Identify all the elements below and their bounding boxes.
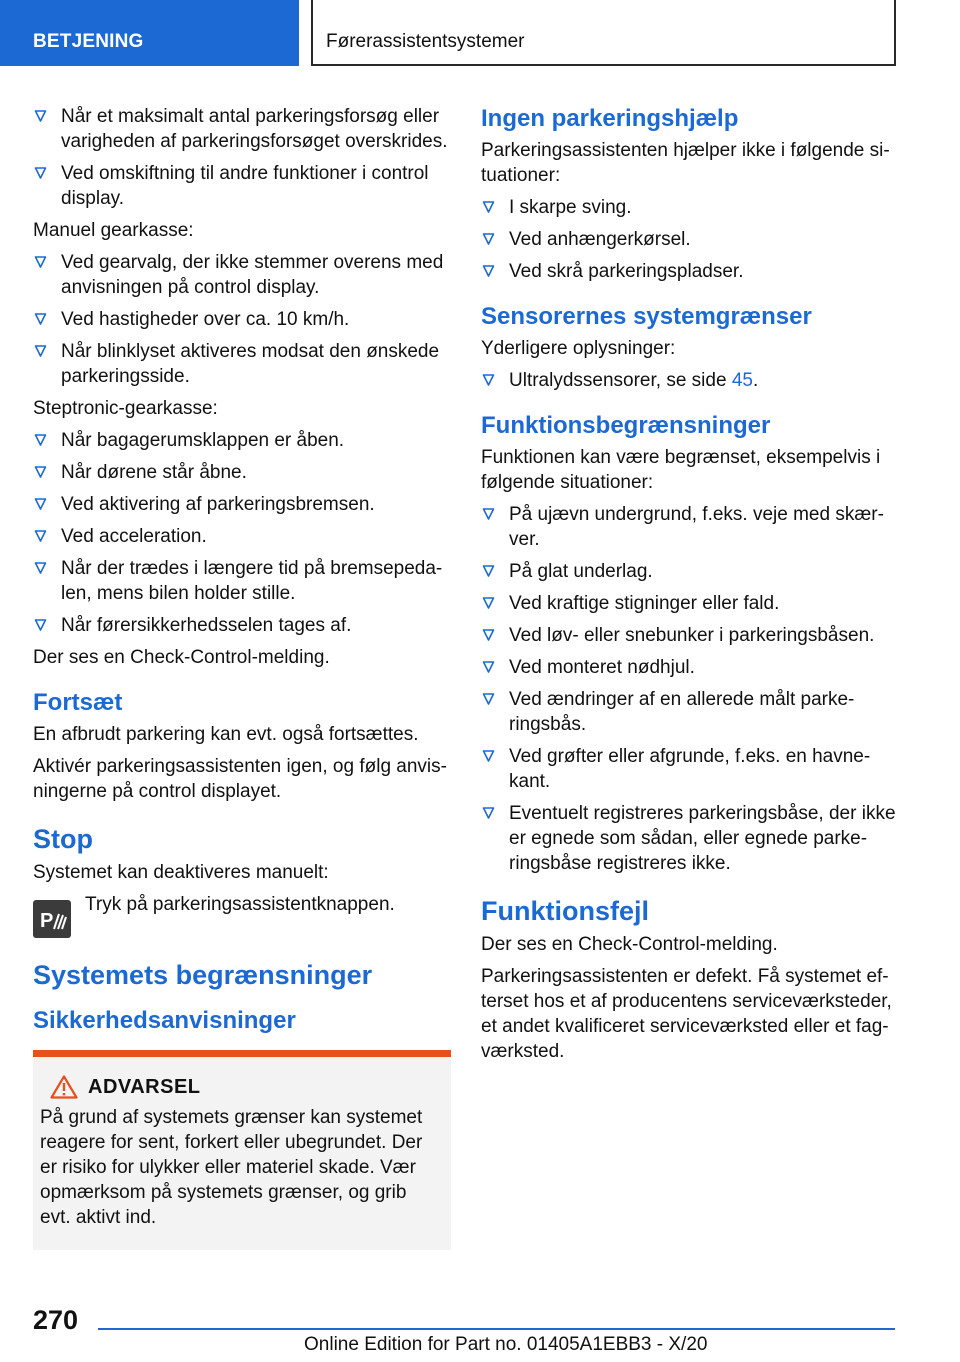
sensor-paragraph: Yderligere oplysninger: <box>481 338 676 359</box>
park-assist-button-icon <box>33 900 71 938</box>
heading-no-parking-help: Ingen parkeringshjælp <box>481 105 739 132</box>
list-item: Ved skrå parkeringspladser. <box>481 259 899 284</box>
heading-malfunction: Funktionsfejl <box>481 896 649 926</box>
list-item: Når der trædes i længere tid på bremsepedalen, mens bilen holder stille. <box>33 556 451 606</box>
list-item: Ved kraftige stigninger eller fald. <box>481 591 899 616</box>
list-item: Ved acceleration. <box>33 524 451 549</box>
page-footer <box>0 1290 960 1362</box>
triangle-bullet-icon <box>482 692 495 706</box>
triangle-bullet-icon <box>34 344 47 358</box>
triangle-bullet-icon <box>482 200 495 214</box>
list-item: Ved gearvalg, der ikke stemmer overens med anvisningen på control display. <box>33 250 451 300</box>
triangle-bullet-icon <box>34 433 47 447</box>
list-item: Ved monteret nødhjul. <box>481 655 899 680</box>
triangle-bullet-icon <box>34 561 47 575</box>
warning-header <box>40 1075 425 1099</box>
list-item: Ved ændringer af en allerede målt parkeringsbås. <box>481 687 899 737</box>
list-item: Når bagagerumsklappen er åben. <box>33 428 451 453</box>
bullet-list-intro <box>33 104 451 211</box>
heading-fortsaet: Fortsæt <box>33 689 123 716</box>
left-column <box>33 104 451 1250</box>
triangle-bullet-icon <box>482 232 495 246</box>
list-item: Ved omskiftning til andre funktioner i control display. <box>33 161 451 211</box>
malfunction-paragraph-2: Parkeringsassistenten er defekt. Få systemet efterset hos et af producentens serviceværksteder, et andet kvalificeret serviceværksted eller et fagværksted. <box>481 966 892 1062</box>
bullet-list-manual <box>33 250 451 389</box>
function-limits-paragraph: Funktionen kan være begrænset, eksempelvis i følgende situationer: <box>481 447 881 493</box>
list-item: Ved hastigheder over ca. 10 km/h. <box>33 307 451 332</box>
warning-box <box>33 1050 451 1250</box>
edition-text: Online Edition for Part no. 01405A1EBB3 - X/20 <box>304 1334 708 1355</box>
triangle-bullet-icon <box>482 264 495 278</box>
bullet-list-no-help <box>481 195 899 284</box>
list-item: Når et maksimalt antal parkeringsforsøg eller varigheden af parkeringsforsøget overskrides. <box>33 104 451 154</box>
list-item: Ved aktivering af parkeringsbremsen. <box>33 492 451 517</box>
fortsaet-paragraph-2: Aktivér parkeringsassistenten igen, og følg anvisningerne på control displayet. <box>33 756 447 802</box>
triangle-bullet-icon <box>34 166 47 180</box>
triangle-bullet-icon <box>34 497 47 511</box>
no-help-paragraph: Parkeringsassistenten hjælper ikke i følgende situationer: <box>481 140 890 186</box>
heading-stop: Stop <box>33 824 93 854</box>
check-control-message: Der ses en Check-Control-melding. <box>33 647 330 668</box>
page-number: 270 <box>33 1305 79 1335</box>
list-item: På glat underlag. <box>481 559 899 584</box>
heading-system-limits: Systemets begrænsninger <box>33 960 373 990</box>
chapter-title[interactable]: Førerassistentsystemer <box>311 0 896 66</box>
triangle-bullet-icon <box>34 312 47 326</box>
heading-sensor-limits: Sensorernes systemgrænser <box>481 303 812 330</box>
triangle-bullet-icon <box>482 596 495 610</box>
triangle-bullet-icon <box>34 618 47 632</box>
triangle-bullet-icon <box>482 806 495 820</box>
list-item: Ved løv- eller snebunker i parkeringsbåsen. <box>481 623 899 648</box>
malfunction-paragraph-1: Der ses en Check-Control-melding. <box>481 934 778 955</box>
warning-triangle-icon <box>50 1075 78 1099</box>
footer-divider <box>98 1328 895 1330</box>
triangle-bullet-icon <box>482 564 495 578</box>
triangle-bullet-icon <box>34 255 47 269</box>
list-item: Når dørene står åbne. <box>33 460 451 485</box>
bullet-list-steptronic <box>33 428 451 638</box>
stop-paragraph: Systemet kan deaktiveres manuelt: <box>33 862 329 883</box>
triangle-bullet-icon <box>34 465 47 479</box>
list-item: Når førersikkerhedsselen tages af. <box>33 613 451 638</box>
page-header <box>0 0 960 66</box>
section-tab[interactable]: BETJENING <box>0 0 299 66</box>
steptronic-label: Steptronic-gearkasse: <box>33 398 218 419</box>
triangle-bullet-icon <box>482 628 495 642</box>
triangle-bullet-icon <box>482 660 495 674</box>
warning-text: På grund af systemets grænser kan systemet reagere for sent, forkert eller ubegrundet. Der er risiko for ulykker eller materiel skade. Vær opmærksom på systemets grænser, og grib evt. aktivt ind. <box>40 1107 423 1228</box>
manual-gearbox-label: Manuel gearkasse: <box>33 220 194 241</box>
triangle-bullet-icon <box>34 109 47 123</box>
bullet-list-function-limits <box>481 502 899 876</box>
park-assist-button-instruction <box>33 892 451 940</box>
fortsaet-paragraph-1: En afbrudt parkering kan evt. også fortsættes. <box>33 724 419 745</box>
bullet-list-sensor <box>481 368 899 393</box>
list-item: Ved grøfter eller afgrunde, f.eks. en havnekant. <box>481 744 899 794</box>
warning-title: ADVARSEL <box>88 1075 201 1098</box>
triangle-bullet-icon <box>482 507 495 521</box>
heading-safety: Sikkerhedsanvisninger <box>33 1007 296 1034</box>
list-item: Ved anhængerkørsel. <box>481 227 899 252</box>
triangle-bullet-icon <box>482 749 495 763</box>
svg-text:P: P <box>40 910 54 932</box>
page-reference-link[interactable]: 45 <box>731 370 753 391</box>
list-item: Eventuelt registreres parkeringsbåse, der ikke er egnede som sådan, eller egnede parkeringsbåse registreres ikke. <box>481 801 899 876</box>
list-item: På ujævn undergrund, f.eks. veje med skærver. <box>481 502 899 552</box>
list-item: Når blinklyset aktiveres modsat den ønskede parkeringsside. <box>33 339 451 389</box>
list-item: Ultralydssensorer, se side 45. <box>481 368 899 393</box>
heading-function-limits: Funktionsbegrænsninger <box>481 412 771 439</box>
park-assist-button-text: Tryk på parkeringsassistentknappen. <box>85 894 395 915</box>
triangle-bullet-icon <box>34 529 47 543</box>
triangle-bullet-icon <box>482 373 495 387</box>
list-item: I skarpe sving. <box>481 195 899 220</box>
right-column <box>481 104 899 1071</box>
